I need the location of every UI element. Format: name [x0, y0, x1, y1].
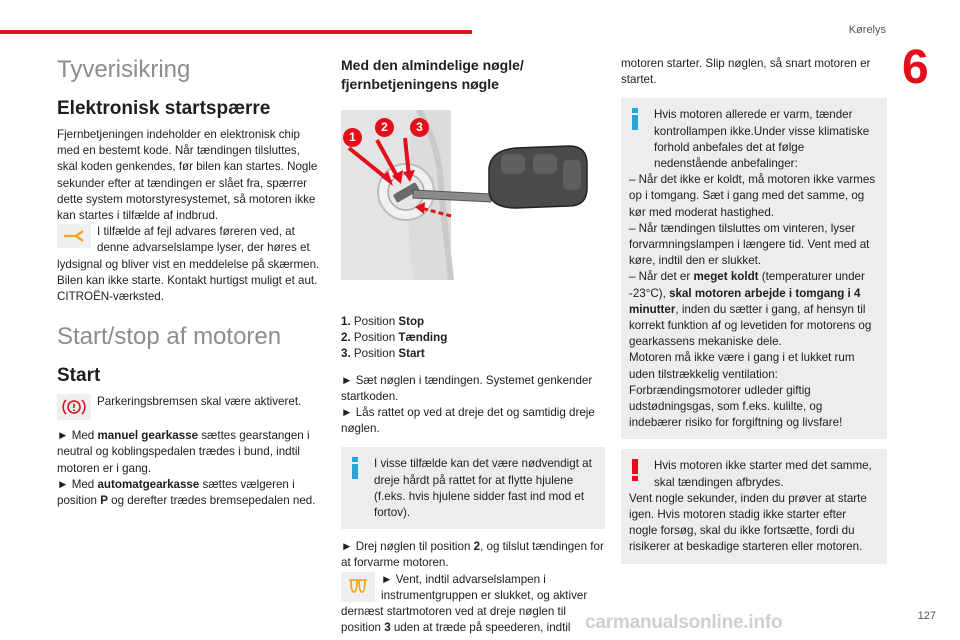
column-3 — [621, 56, 887, 564]
warning-text-1: Hvis motoren ikke starter med det samme, skal tændingen afbrydes. — [654, 459, 872, 489]
glow-plug-step — [341, 572, 605, 637]
column-1 — [57, 56, 323, 509]
immobilizer-warning — [57, 224, 323, 273]
subtitle-startspaerre: Elektronisk startspærre — [57, 98, 271, 119]
title-tyverisikring: Tyverisikring — [57, 56, 191, 83]
info-steering-text: I visse tilfælde kan det være nødvendigt at dreje hårdt på rattet for at flytte hjulene (f.eks. hvis hjulene sidder fast ind mod et fortov). — [374, 457, 592, 520]
glow-plug-icon — [341, 572, 375, 602]
info-warm-text: Hvis motoren allerede er varm, tænder kontrollampen ikke.Under visse klimatiske forhold anbefales det at følge nedenstående anbefalinger: — [654, 108, 870, 171]
callout-2: 2 — [375, 118, 394, 137]
warn-text: I tilfælde af fejl advares føreren ved, at denne advarselslampe lyser, der høres et lydsignal og bliver vist en meddelelse på skærmen. — [57, 225, 320, 271]
para-chip: Fjernbetjeningen indeholder en elektronisk chip med en bestemt kode. Når tændingen tilsluttes, skal koden genkendes, før bilen kan startes. Nogle sekunder efter at tændingen er slået fra, spærrer dette system motorstyresystemet, så motoren ikke kan startes i tilfælde af indbrud. — [57, 128, 318, 223]
warning-box-no-start — [621, 449, 887, 563]
step-turn-to-2: ► Drej nøglen til position 2, og tilslut tændingen for at forvarme motoren. — [341, 540, 604, 570]
watermark: carmanualsonline.info — [585, 612, 783, 633]
info-ventilation: Motoren må ikke være i gang i et lukket rum uden tilstrækkelig ventilation: Forbrændingsmotorer udleder giftig udstødningsgas, som f.eks. kulilte, og indebærer risiko for forgiftning og livsfare! — [629, 351, 855, 430]
step-unlock-steering: ► Lås rattet op ved at dreje det og samtidig dreje nøglen. — [341, 406, 595, 436]
warning-text-2: Vent nogle sekunder, inden du prøver at starte igen. Hvis motoren stadig ikke starter efter nogle forsøg, skal du ikke fortsætte, fordi du risikerer at beskadige starteren eller motoren. — [629, 491, 867, 554]
position-item: 2. Position Tænding — [341, 331, 448, 345]
warn-text-2: Bilen kan ikke starte. Kontakt hurtigst muligt et aut. CITROËN-værksted. — [57, 273, 318, 304]
brake-note-text: Parkeringsbremsen skal være aktiveret. — [97, 395, 302, 409]
info-very-cold: – Når det er meget koldt (temperaturer under -23°C), skal motoren arbejde i tomgang i 4 minutter, inden du sætter i gang, af hensyn til korrekt funktion af og levetiden for motorens og gearkassens mekaniske dele. — [629, 270, 872, 349]
subtitle-start: Start — [57, 365, 101, 387]
step-insert-key: ► Sæt nøglen i tændingen. Systemet genkender startkoden. — [341, 373, 593, 403]
glow-step-text: ► Vent, indtil advarselslampen i instrumentgruppen er slukket, og aktiver dernæst startmotoren ved at dreje nøglen til position 3 uden at træde på speederen, indtil — [341, 572, 588, 635]
position-item: 1. Position Stop — [341, 315, 425, 328]
manual-gearbox-step: ► Med manuel gearkasse sættes gearstangen i neutral og koblingspedalen trædes i bund, indtil motoren er i gang. — [57, 429, 310, 475]
brake-note — [57, 394, 323, 420]
key-warning-icon — [57, 224, 91, 248]
page-number: 127 — [917, 610, 936, 622]
parking-brake-icon — [57, 394, 91, 420]
title-start-stop: Start/stop af motoren — [57, 323, 282, 351]
info-box-warm-engine — [621, 98, 887, 439]
ignition-key-illustration — [341, 110, 603, 280]
info-icon — [631, 108, 639, 135]
top-accent-bar — [0, 30, 472, 34]
positions-list — [341, 314, 605, 363]
chapter-number: 6 — [902, 41, 929, 94]
callout-3: 3 — [410, 118, 429, 137]
info-winter: – Når tændingen tilsluttes om vinteren, lyser forvarmningslampen i længere tid. Vent med at køre, indtil den er slukket. — [629, 221, 870, 268]
info-not-cold: – Når det ikke er koldt, må motoren ikke varmes op i tomgang. Sæt i gang med det samme, og kør med moderat hastighed. — [629, 173, 876, 219]
warning-exclamation-icon — [631, 459, 639, 486]
continuation-text: motoren starter. Slip nøglen, så snart motoren er startet. — [621, 57, 871, 87]
auto-gearbox-step: ► Med automatgearkasse sættes vælgeren i position P og derefter trædes bremsepedalen ned. — [57, 477, 316, 508]
position-item: 3. Position Start — [341, 347, 425, 361]
info-icon — [351, 457, 359, 484]
section-label: Kørelys — [848, 24, 886, 36]
column-2 — [341, 56, 605, 636]
info-box-steering — [341, 447, 605, 529]
key-heading: Med den almindelige nøgle/ fjernbetjeningens nøgle — [341, 57, 524, 92]
callout-1: 1 — [343, 128, 362, 147]
